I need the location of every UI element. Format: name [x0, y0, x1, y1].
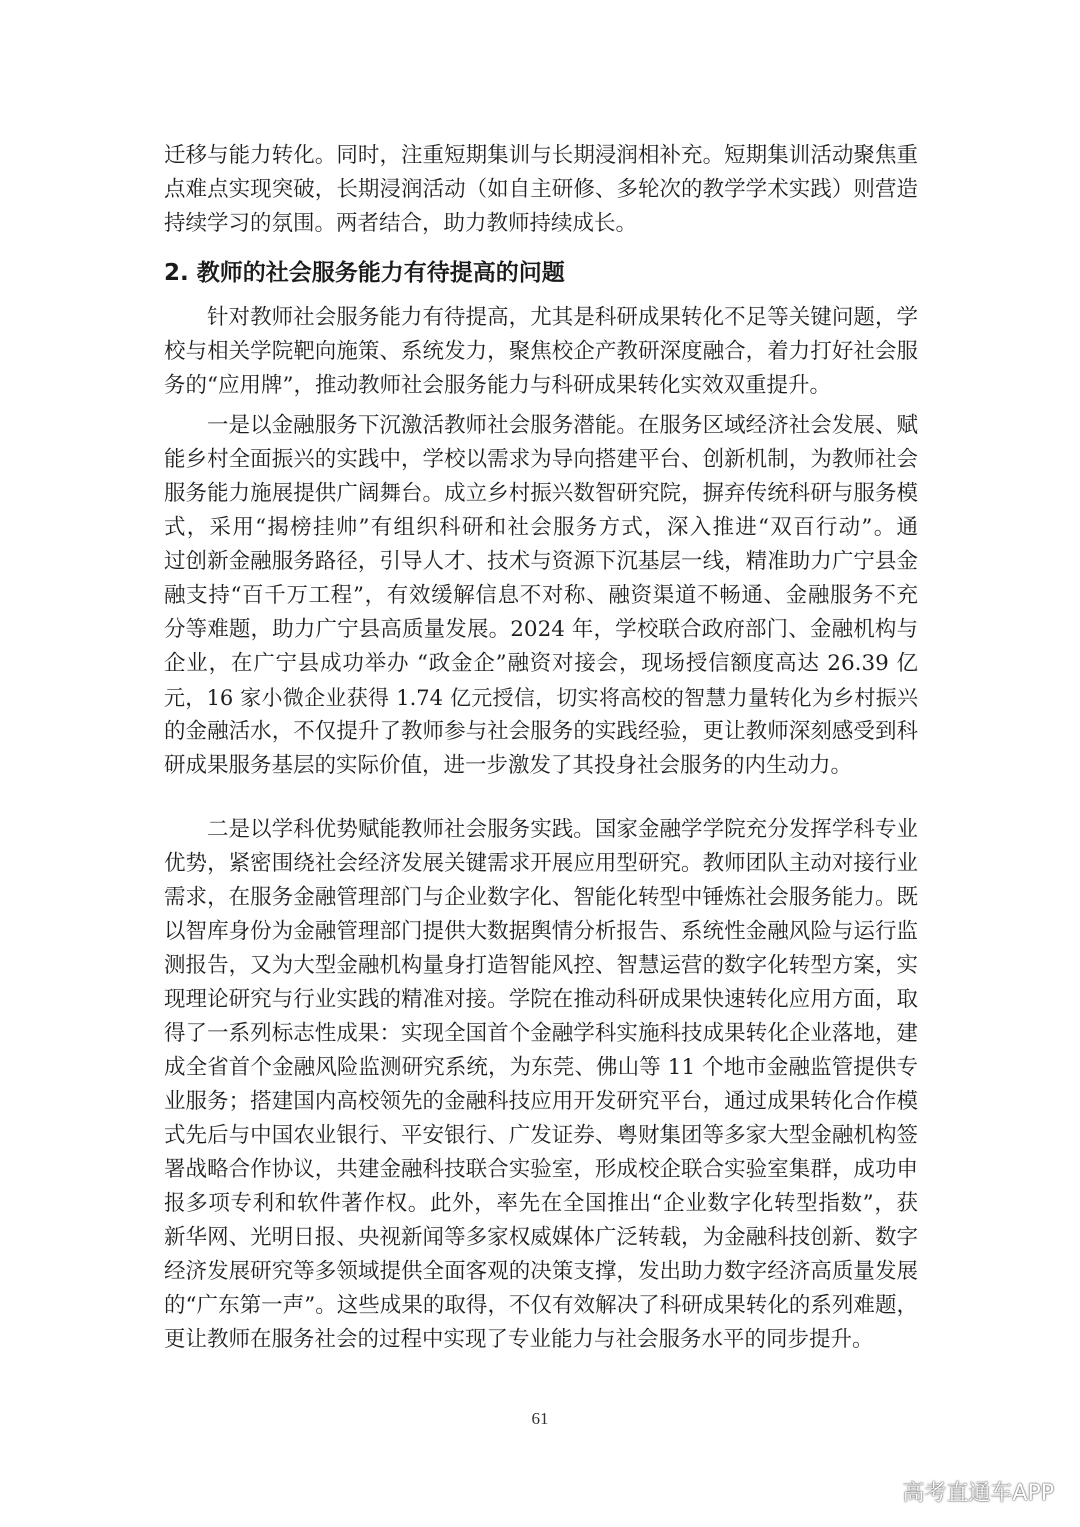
text-line: 持续学习的氛围。两者结合，助力教师持续成长。 [164, 211, 638, 236]
text-line: 企业，在广宁县成功举办 “政金企”融资对接会，现场授信额度高达 26.39 亿 [164, 651, 918, 676]
app-watermark: 高考直通车APP [902, 1481, 1054, 1506]
text-line: 业服务；搭建国内高校领先的金融科技应用开发研究平台，通过成果转化合作模 [164, 1089, 918, 1114]
text-line: 报多项专利和软件著作权。此外，率先在全国推出“企业数字化转型指数”，获 [164, 1191, 918, 1216]
page-number: 61 [531, 1409, 549, 1428]
text-line: 一是以金融服务下沉激活教师社会服务潜能。在服务区域经济社会发展、赋 [207, 413, 918, 438]
text-line: 新华网、光明日报、央视新闻等多家权威媒体广泛转载，为金融科技创新、数字 [164, 1225, 918, 1250]
text-line: 优势，紧密围绕社会经济发展关键需求开展应用型研究。教师团队主动对接行业 [164, 851, 918, 876]
intro-paragraph [164, 139, 918, 241]
text-line: 需求，在服务金融管理部门与企业数字化、智能化转型中锤炼社会服务能力。既 [164, 885, 918, 910]
text-line: 式，采用“揭榜挂帅”有组织科研和社会服务方式，深入推进“双百行动”。通 [164, 515, 918, 540]
text-line: 能乡村全面振兴的实践中，学校以需求为导向搭建平台、创新机制，为教师社会 [164, 447, 918, 472]
text-line: 校与相关学院靶向施策、系统发力，聚焦校企产教研深度融合，着力打好社会服 [164, 339, 918, 364]
text-line: 式先后与中国农业银行、平安银行、广发证券、粤财集团等多家大型金融机构签 [164, 1123, 918, 1148]
text-line: 成全省首个金融风险监测研究系统，为东莞、佛山等 11 个地市金融监管提供专 [164, 1055, 918, 1080]
text-line: 现理论研究与行业实践的精准对接。学院在推动科研成果快速转化应用方面，取 [164, 987, 918, 1012]
section-heading: 2. 教师的社会服务能力有待提高的问题 [164, 260, 565, 286]
text-line: 的“广东第一声”。这些成果的取得，不仅有效解决了科研成果转化的系列难题， [164, 1293, 918, 1318]
text-line: 研成果服务基层的实际价值，进一步激发了其投身社会服务的内生动力。 [164, 753, 853, 778]
text-line: 迁移与能力转化。同时，注重短期集训与长期浸润相补充。短期集训活动聚焦重 [164, 143, 918, 168]
text-line: 测报告，又为大型金融机构量身打造智能风控、智慧运营的数字化转型方案，实 [164, 953, 918, 978]
text-line: 服务能力施展提供广阔舞台。成立乡村振兴数智研究院，摒弃传统科研与服务模 [164, 481, 918, 506]
text-line: 针对教师社会服务能力有待提高，尤其是科研成果转化不足等关键问题，学 [207, 305, 918, 330]
text-line: 经济发展研究等多领域提供全面客观的决策支撑，发出助力数字经济高质量发展 [164, 1259, 918, 1284]
paragraph-3 [164, 813, 918, 1357]
text-line: 署战略合作协议，共建金融科技联合实验室，形成校企联合实验室集群，成功申 [164, 1157, 918, 1182]
text-line: 更让教师在服务社会的过程中实现了专业能力与社会服务水平的同步提升。 [164, 1327, 874, 1352]
text-line: 点难点实现突破，长期浸润活动（如自主研修、多轮次的教学学术实践）则营造 [164, 177, 918, 202]
text-line: 务的“应用牌”，推动教师社会服务能力与科研成果转化实效双重提升。 [164, 373, 831, 398]
text-line: 分等难题，助力广宁县高质量发展。2024 年，学校联合政府部门、金融机构与 [164, 617, 918, 642]
text-line: 过创新金融服务路径，引导人才、技术与资源下沉基层一线，精准助力广宁县金 [164, 549, 918, 574]
paragraph-1 [164, 301, 918, 403]
text-line: 的金融活水，不仅提升了教师参与社会服务的实践经验，更让教师深刻感受到科 [164, 719, 918, 744]
text-line: 得了一系列标志性成果：实现全国首个金融学科实施科技成果转化企业落地，建 [164, 1021, 918, 1046]
text-line: 融支持“百千万工程”，有效缓解信息不对称、融资渠道不畅通、金融服务不充 [164, 583, 918, 608]
text-line: 二是以学科优势赋能教师社会服务实践。国家金融学学院充分发挥学科专业 [207, 817, 918, 842]
text-line: 以智库身份为金融管理部门提供大数据舆情分析报告、系统性金融风险与运行监 [164, 919, 918, 944]
text-line: 元，16 家小微企业获得 1.74 亿元授信，切实将高校的智慧力量转化为乡村振兴 [164, 686, 918, 710]
paragraph-2 [164, 409, 918, 783]
